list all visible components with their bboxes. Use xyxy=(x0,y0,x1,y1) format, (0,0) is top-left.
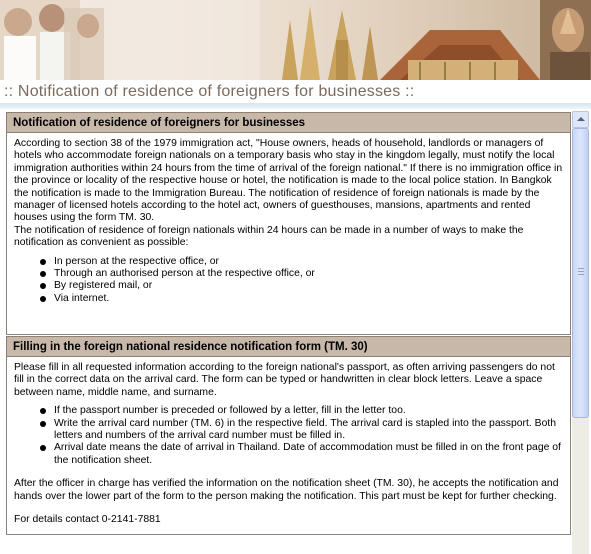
grip-line xyxy=(578,274,584,275)
page-title: :: Notification of residence of foreigners for businesses :: xyxy=(4,83,415,100)
section-tm30-form xyxy=(6,336,571,535)
list-item: Via internet. xyxy=(14,293,563,305)
list-item: Through an authorised person at the respective office, or xyxy=(14,268,563,280)
paragraph: Please fill in all requested information according to the foreign national's passport, as often arriving passengers do not fill in the correct data on the arrival card. The form can be typed or handwritten in clear block letters. Leave a space between name, middle name, and surname. xyxy=(14,362,555,398)
paragraph: After the officer in charge has verified the information on the notification sheet (TM. 30), he accepts the notification and hands over the lower part of the form to the person making the notification. This part must be kept for further checking. xyxy=(14,478,559,502)
section-residence-notification xyxy=(6,112,571,335)
scrollbar-thumb[interactable] xyxy=(572,128,589,418)
wai-hands xyxy=(540,0,591,80)
paragraph: The notification of residence of foreign nationals within 24 hours can be made in a number of ways to make the notification as convenient as possible: xyxy=(14,224,524,249)
list-item: In person at the respective office, or xyxy=(14,256,563,268)
header-banner xyxy=(0,0,591,80)
section-heading: Filling in the foreign national residence notification form (TM. 30) xyxy=(6,336,571,357)
section-heading: Notification of residence of foreigners for businesses xyxy=(6,112,571,133)
temple-roof xyxy=(380,30,540,80)
banner-artwork xyxy=(0,0,591,80)
contact-info: For details contact 0-2141-7881 xyxy=(14,514,161,526)
temple-spires xyxy=(282,6,378,80)
list-item: If the passport number is preceded or followed by a letter, fill in the letter too. xyxy=(14,405,563,417)
crowd-photo xyxy=(0,0,104,80)
content-scroll-area[interactable] xyxy=(0,109,591,554)
bullet-list xyxy=(14,256,563,306)
section-body xyxy=(6,357,571,535)
paragraph: According to section 38 of the 1979 immigration act, "House owners, heads of household, landlords or managers of hotels who accommodate foreign nationals on a temporary basis who stay in the kingdom legally, must notify the local immigration authorities within 24 hours from the time of arrival of the foreign national." If there is no immigration office in the province or locality of the respective house or hotel, the notification is made to the local police station. In Bangkok the notification is made to the Immigration Bureau. The notification of residence of foreign nationals is made by the manager of licensed hotels according to the hotel act, owners of guesthouses, mansions, apartments and rented houses using the form TM. 30. xyxy=(14,138,563,224)
arrow-up-icon xyxy=(577,117,585,121)
section-body xyxy=(6,133,571,335)
grip-icon xyxy=(578,268,584,269)
bullet-list xyxy=(14,405,563,467)
grip-line xyxy=(578,271,584,272)
vertical-scrollbar[interactable] xyxy=(572,111,589,554)
list-item: Write the arrival card number (TM. 6) in the respective field. The arrival card is stapled into the passport. Both letters and numbers of the arrival card number must be filled in. xyxy=(14,418,563,443)
list-item: By registered mail, or xyxy=(14,280,563,292)
list-item: Arrival date means the date of arrival in Thailand. Date of accommodation must be filled in on the front page of the notification sheet. xyxy=(14,442,563,467)
scroll-up-button[interactable] xyxy=(572,111,589,128)
content-column xyxy=(6,109,571,535)
